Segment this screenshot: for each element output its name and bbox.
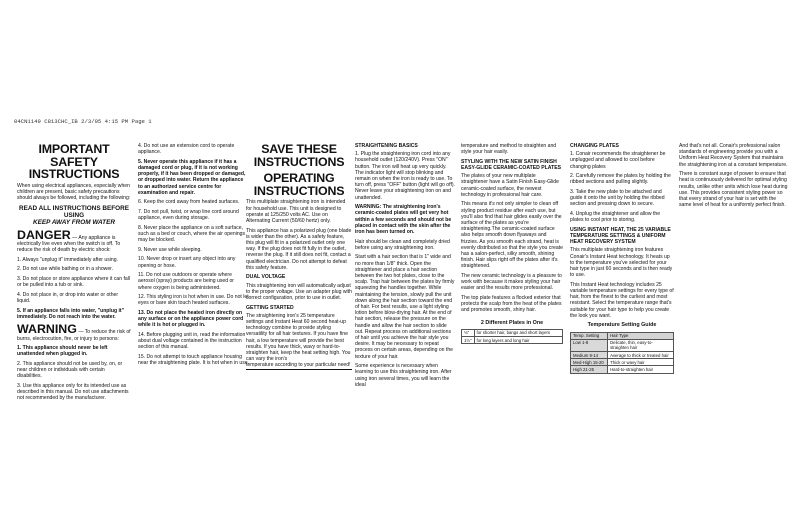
safety-item-12: 12. This styling iron is hot when in use. Do not let eyes or bare skin touch heated surfaces. [138, 294, 249, 307]
danger-word: DANGER [17, 227, 71, 242]
warning-item-1: 1. This appliance should never be left unattended when plugged in. [17, 345, 108, 358]
plates-table [461, 329, 563, 344]
read-all-heading: READ ALL INSTRUCTIONS BEFORE USING [18, 204, 130, 219]
safety-item-5: 5. Never operate this appliance if it has a damaged cord or plug, if it is not working properly, if it has been dropped or damaged, or dropped into water. Return the appliance to an authorized service centre for examination and repair. [138, 158, 246, 196]
basics-p4: Some experience is necessary when learning to use this straightening iron. After using iron several times, you will learn the ideal [355, 363, 452, 388]
heat-recovery-p1: And that's not all. Conair's professional salon standards of engineering provide you with a Uniform Heat Recovery System that maintains the straightening iron at a constant temperature. [679, 143, 788, 168]
heat-recovery-p2: There is constant surge of power to ensure that heat is continuously delivered for optimal styling results, unlike other units which lose heat during use. This provides consistent styling power so that every strand of your hair is set with the same level of heat for a uniformly perfect finish. [679, 171, 788, 209]
basics-p3: Start with a hair section that is 1" wide and no more than 1/8" thick. Open the straightener and place a hair section between the two hot plates, close to the scalp. Trap hair between the plates by firmly squeezing the handles together. While maintaining the tension, slowly pull the unit down along the hair section toward the end of hair. For best results, use a light styling lotion before blow-drying hair. At the end of hair section, release the pressure on the handle and allow the hair section to slide out. Repeat process on additional sections of hair until you achieve the hair style you desire. It may be necessary to repeat process on certain areas, depending on the texture of your hair. [355, 254, 455, 360]
basics-warning: WARNING: The straightening iron's ceramic-coated plates will get very hot within a few seconds and should not be placed in contact with the skin after the iron has been turned on. [355, 204, 452, 236]
safety-item-9: 9. Never use while sleeping. [138, 246, 202, 253]
table-row [571, 339, 674, 351]
instant-heat-p2: This Instant Heat technology includes 25 variable temperature settings for every type of hair, from the finest to the curliest and most resistant. Select the temperature range that's suitable for your hair type to help you create the look you want. [570, 281, 674, 319]
column-plates [461, 143, 563, 344]
safety-item-7: 7. Do not pull, twist, or wrap line cord around appliance, even during storage. [138, 209, 239, 222]
safety-intro: When using electrical appliances, especially when children are present, basic safety precautions should always be followed, including the following: [17, 182, 131, 202]
hair-type: Average to thick or treated hair [608, 352, 674, 359]
temperature-table-caption: Temperature Setting Guide [587, 322, 657, 329]
plates-table-caption: 2 Different Plates in One [480, 319, 544, 326]
temp-setting: Medium 9-14 [571, 352, 608, 359]
changing-plates-heading: CHANGING PLATES [570, 143, 619, 149]
temp-setting: Low 1-8 [571, 339, 608, 351]
save-instructions-title: SAVE THESE INSTRUCTIONS [253, 142, 345, 169]
instant-heat-heading: USING INSTANT HEAT, THE 25 VARIABLE TEMPERATURE SETTINGS & UNIFORM HEAT RECOVERY SYSTEM [570, 226, 671, 246]
dual-voltage-heading: DUAL VOLTAGE [246, 274, 286, 281]
plates-p3: The new ceramic technology is a pleasure to work with because it makes styling your hair easier and the results more professional. [461, 273, 562, 292]
safety-item-14: 14. Before plugging unit in, read the information about dual voltage contained in the instruction section of this manual. [138, 331, 246, 351]
temp-setting: Med-High 15-20 [571, 359, 608, 366]
changing-step-2: 2. Carefully remove the plates by holding the ribbed sections and pulling slightly. [570, 173, 671, 186]
operating-p2: This appliance has a polarized plug (one blade is wider than the other). As a safety feature, this plug will fit in a polarized outlet only one way. If the plug does not fit fully in the outlet, reverse the plug. If it still does not fit, contact a qualified electrician. Do not attempt to defeat this safety feature. [246, 227, 352, 271]
print-header: 04CN1149 C813CHC_IB 2/3/05 4:15 PM Page 1 [14, 118, 152, 125]
column-basics [355, 143, 456, 391]
hair-type: Delicate, thin, easy-to-straighten hair [608, 339, 674, 351]
column-changing-plates [570, 143, 674, 374]
table-header-row [571, 332, 674, 339]
table-row [571, 359, 674, 366]
danger-item-2: 2. Do not use while bathing or in a shower. [17, 266, 113, 273]
temp-setting: High 21-25 [571, 366, 608, 373]
column-safety-2 [138, 143, 249, 370]
instant-heat-p1: This multiplate straightening iron features Conair's Instant Heat technology. It heats up to the temperature you've selected for your hair type in just 60 seconds and is then ready to use. [570, 247, 673, 279]
getting-started-underlined: temperature according to your particular need! [246, 362, 351, 369]
table-row [462, 337, 563, 344]
hair-type: Hard-to-straighten hair [608, 366, 674, 373]
plates-p1: The plates of your new multiplate straightener have a Satin Finish Easy-Glide ceramic-coated surface, the newest technology in professional hair care. [461, 173, 559, 198]
plates-p2: This means it's not only simpler to clean off styling product residue after each use, but you'll also find that hair glides easily over the surface of the plates as you're straightening.The ceramic-coated surface also helps smooth down flyaways and frizzies. As you smooth each strand, heat is evenly distributed so that the style you create has a salon-perfect, silky smooth, shining finish. Hair slips right off the plates after it's straightened. [461, 201, 563, 270]
styling-plates-heading: STYLING WITH THE NEW SATIN FINISH EASY-GLIDE CERAMIC-COATED PLATES [461, 158, 561, 171]
safety-item-4: 4. Do not use an extension cord to operate appliance. [138, 143, 235, 156]
getting-started-text [246, 313, 352, 370]
basics-p2: Hair should be clean and completely dried before using any straightening iron. [355, 238, 450, 251]
safety-item-6: 6. Keep the cord away from heated surfaces. [138, 199, 240, 206]
changing-step-1: 1. Conair recommends the straightener be unplugged and allowed to cool before changing plates [570, 151, 666, 170]
plate-desc: for shorter hair, bangs and short layers [474, 329, 563, 336]
danger-item-4: 4. Do not place in, or drop into water or other liquid. [17, 291, 119, 304]
warning-paragraph [17, 323, 131, 341]
safety-item-10: 10. Never drop or insert any object into any opening or hose. [138, 256, 236, 269]
warning-word: WARNING [17, 322, 77, 337]
table-header-cell: Temp. Setting [571, 332, 608, 339]
warning-item-2: 2. This appliance should not be used by, on, or near children or individuals with certain disabilities. [17, 360, 123, 380]
table-row [571, 352, 674, 359]
safety-item-11: 11. Do not use outdoors or operate where aerosol (spray) products are being used or where oxygen is being administered. [138, 272, 234, 291]
plates-p0: temperature and method to straighten and style your hair easily. [461, 143, 557, 156]
safety-title: IMPORTANT SAFETY INSTRUCTIONS [28, 142, 120, 182]
danger-paragraph [17, 229, 131, 254]
table-row [571, 366, 674, 373]
plate-size: 1½" [462, 337, 475, 344]
changing-step-4: 4. Unplug the straightener and allow the plates to cool prior to storing. [570, 211, 661, 224]
safety-item-8: 8. Never place the appliance on a soft surface, such as a bed or couch, where the air openings may be blocked. [138, 224, 246, 244]
warning-item-3: 3. Use this appliance only for its intended use as described in this manual. Do not use attachments not recommended by the manufacturer. [17, 382, 129, 402]
operating-p1: This multiplate straightening iron is intended for household use. This unit is designed to operate at 125/250 volts AC. Use on Alternating Current (50/60 hertz) only. [246, 199, 346, 224]
plate-desc: for long layers and long hair [474, 337, 563, 344]
safety-item-13: 13. Do not place the heated iron directly on any surface or on the appliance power cord while it is hot or plugged in. [138, 309, 244, 329]
table-row [462, 329, 563, 336]
temperature-table [570, 332, 674, 374]
keep-away-heading: KEEP AWAY FROM WATER [33, 218, 115, 226]
plates-p4: The top plate features a flocked exterior that protects the scalp from the heat of the plates and promotes smooth, shiny hair. [461, 295, 562, 314]
danger-text: — Any appliance is electrically live even when the switch is off. To reduce the risk of death by electric shock: [17, 234, 121, 254]
getting-started-body: The straightening iron's 25 temperature settings and Instant Heat 60 second heat-up technology combine to provide styling versatility for all hair textures. If you have fine hair, a low temperature will provide the best results. If you have thick, wavy or hard-to-straighten hair, keep the heat setting high. You can vary the iron's [246, 312, 351, 363]
table-header-cell: Hair Type [608, 332, 674, 339]
changing-step-3: 3. Take the new plate to be attached and guide it onto the unit by holding the ribbed section and pressing down to secure. [570, 189, 665, 208]
danger-item-5: 5. If an appliance falls into water, "unplug it" immediately. Do not reach into the water. [17, 307, 125, 320]
dual-voltage-text: This straightening iron will automatically adjust to the proper voltage. Use an adapter plug with correct configuration, prior to use in outlet. [246, 282, 352, 301]
straightening-basics-heading: STRAIGHTENING BASICS [355, 143, 418, 149]
operating-instructions-title: OPERATING INSTRUCTIONS [253, 171, 345, 198]
safety-item-15: 15. Do not attempt to touch appliance housing near the straightening plate. It is hot when in use. [138, 353, 250, 367]
danger-item-1: 1. Always "unplug it" immediately after using. [17, 256, 119, 263]
basics-p1: 1. Plug the straightening iron cord into any household outlet (120/240V). Press "ON" button. The iron will heat up very quickly. The indicator light will stop blinking and remain on when the iron is ready to use. To turn off, press "OFF" button (light will go off). Never leave your straightening iron on and unattended. [355, 151, 455, 201]
column-safety-1 [17, 143, 131, 405]
hair-type: Thick or wavy hair [608, 359, 674, 366]
column-heat-recovery [679, 143, 789, 212]
plate-size: ⅛" [462, 329, 475, 336]
danger-item-3: 3. Do not place or store appliance where it can fall or be pulled into a tub or sink. [17, 275, 130, 289]
warning-text: — To reduce the risk of burns, electrocution, fire, or injury to persons: [17, 329, 131, 342]
column-operating [246, 143, 352, 373]
getting-started-heading: GETTING STARTED [246, 304, 294, 311]
